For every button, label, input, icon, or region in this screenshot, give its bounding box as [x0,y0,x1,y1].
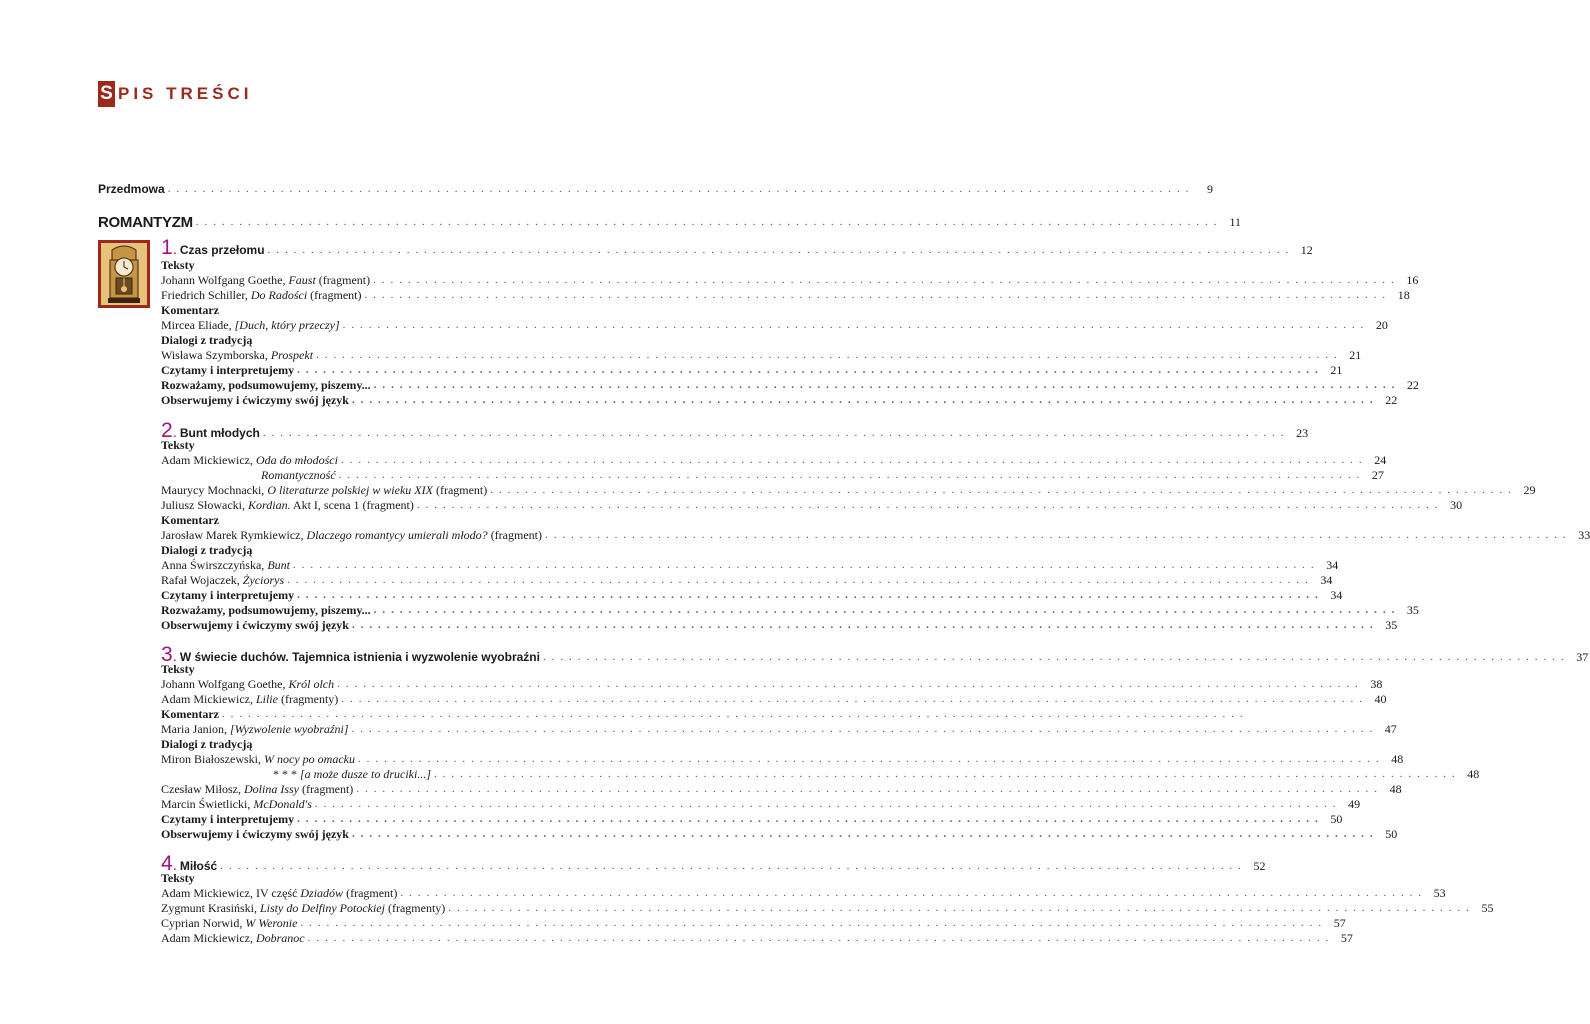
toc-entry[interactable]: Zygmunt Krasiński, Listy do Delfiny Potockiej (fragmenty) . . . 55 [161,901,681,916]
toc-chapter-1[interactable]: 1 . Czas przełomu . . . 12 [161,238,681,258]
clock-illustration [98,240,150,308]
toc-entry[interactable]: Czytamy i interpretujemy . . . 34 [161,588,681,603]
toc-entry[interactable]: Romantyczność . . . 27 [161,468,681,483]
toc-entry[interactable]: Czesław Miłosz, Dolina Issy (fragment) . . . 48 [161,782,681,797]
toc-entry[interactable]: Friedrich Schiller, Do Radości (fragment) . . . 18 [161,288,681,303]
section-heading: Komentarz [161,513,219,527]
section-heading: Teksty [161,871,195,885]
toc-chapter-2[interactable]: 2 . Bunt młodych . . . 23 [161,421,681,441]
toc-entry[interactable]: * * * [a może dusze to druciki...] . . . 48 [161,767,681,782]
title-initial: S [98,81,115,107]
toc-entry[interactable]: Johann Wolfgang Goethe, Faust (fragment) . . . 16 [161,273,681,288]
toc-entry[interactable]: Komentarz . . . [161,707,681,722]
toc-entry[interactable]: Czytamy i interpretujemy . . . 21 [161,363,681,378]
toc-entry[interactable]: Johann Wolfgang Goethe, Król olch . . . 38 [161,677,681,692]
toc-entry[interactable]: Marcin Świetlicki, McDonald's . . . 49 [161,797,681,812]
toc-entry[interactable]: Maria Janion, [Wyzwolenie wyobraźni] . . . 47 [161,722,681,737]
toc-entry[interactable]: Mircea Eliade, [Duch, który przeczy] . . . 20 [161,318,681,333]
toc-entry[interactable]: Czytamy i interpretujemy . . . 50 [161,812,681,827]
toc-entry[interactable]: Rafał Wojaczek, Życiorys . . . 34 [161,573,681,588]
section-heading: Dialogi z tradycją [161,543,253,557]
toc-chapter-3[interactable]: 3 . W świecie duchów. Tajemnica istnienia i wyzwolenie wyobraźni . . . 37 [161,645,681,665]
toc-entry[interactable]: Obserwujemy i ćwiczymy swój język . . . 22 [161,393,681,408]
toc-entry[interactable]: Anna Świrszczyńska, Bunt . . . 34 [161,558,681,573]
toc-entry[interactable]: Adam Mickiewicz, Oda do młodości . . . 24 [161,453,681,468]
section-heading: Teksty [161,438,195,452]
toc-entry[interactable]: Wisława Szymborska, Prospekt . . . 21 [161,348,681,363]
section-heading: Teksty [161,662,195,676]
toc-entry[interactable]: Adam Mickiewicz, Lilie (fragmenty) . . . 40 [161,692,681,707]
toc-entry[interactable]: Adam Mickiewicz, Dobranoc . . . 57 [161,931,681,946]
toc-entry[interactable]: Rozważamy, podsumowujemy, piszemy... . . . 22 [161,378,681,393]
toc-entry[interactable]: Rozważamy, podsumowujemy, piszemy... . . . 35 [161,603,681,618]
toc-entry[interactable]: Cyprian Norwid, W Weronie . . . 57 [161,916,681,931]
toc-entry[interactable]: Obserwujemy i ćwiczymy swój język . . . 50 [161,827,681,842]
section-heading: Dialogi z tradycją [161,737,253,751]
toc-entry[interactable]: Juliusz Słowacki, Kordian. Akt I, scena 1 (fragment) . . . 30 [161,498,681,513]
title-text: PIS TREŚCI [118,84,253,103]
page-title [98,81,252,107]
toc-entry[interactable]: Maurycy Mochnacki, O literaturze polskiej w wieku XIX (fragment) . . . 29 [161,483,681,498]
toc-chapter-4[interactable]: 4 . Miłość . . . 52 [161,854,681,874]
toc-entry[interactable]: Miron Białoszewski, W nocy po omacku . . . 48 [161,752,681,767]
toc-entry-preface[interactable]: Przedmowa . . . 9 [98,182,681,197]
toc-entry[interactable]: Jarosław Marek Rymkiewicz, Dlaczego romantycy umierali młodo? (fragment) . . . 33 [161,528,681,543]
section-heading: Dialogi z tradycją [161,333,253,347]
section-heading: Komentarz [161,303,219,317]
section-heading: Teksty [161,258,195,272]
toc-entry[interactable]: Obserwujemy i ćwiczymy swój język . . . 35 [161,618,681,633]
toc-entry[interactable]: Adam Mickiewicz, IV część Dziadów (fragment) . . . 53 [161,886,681,901]
toc-entry-romantyzm[interactable]: ROMANTYZM . . . 11 [98,210,681,230]
